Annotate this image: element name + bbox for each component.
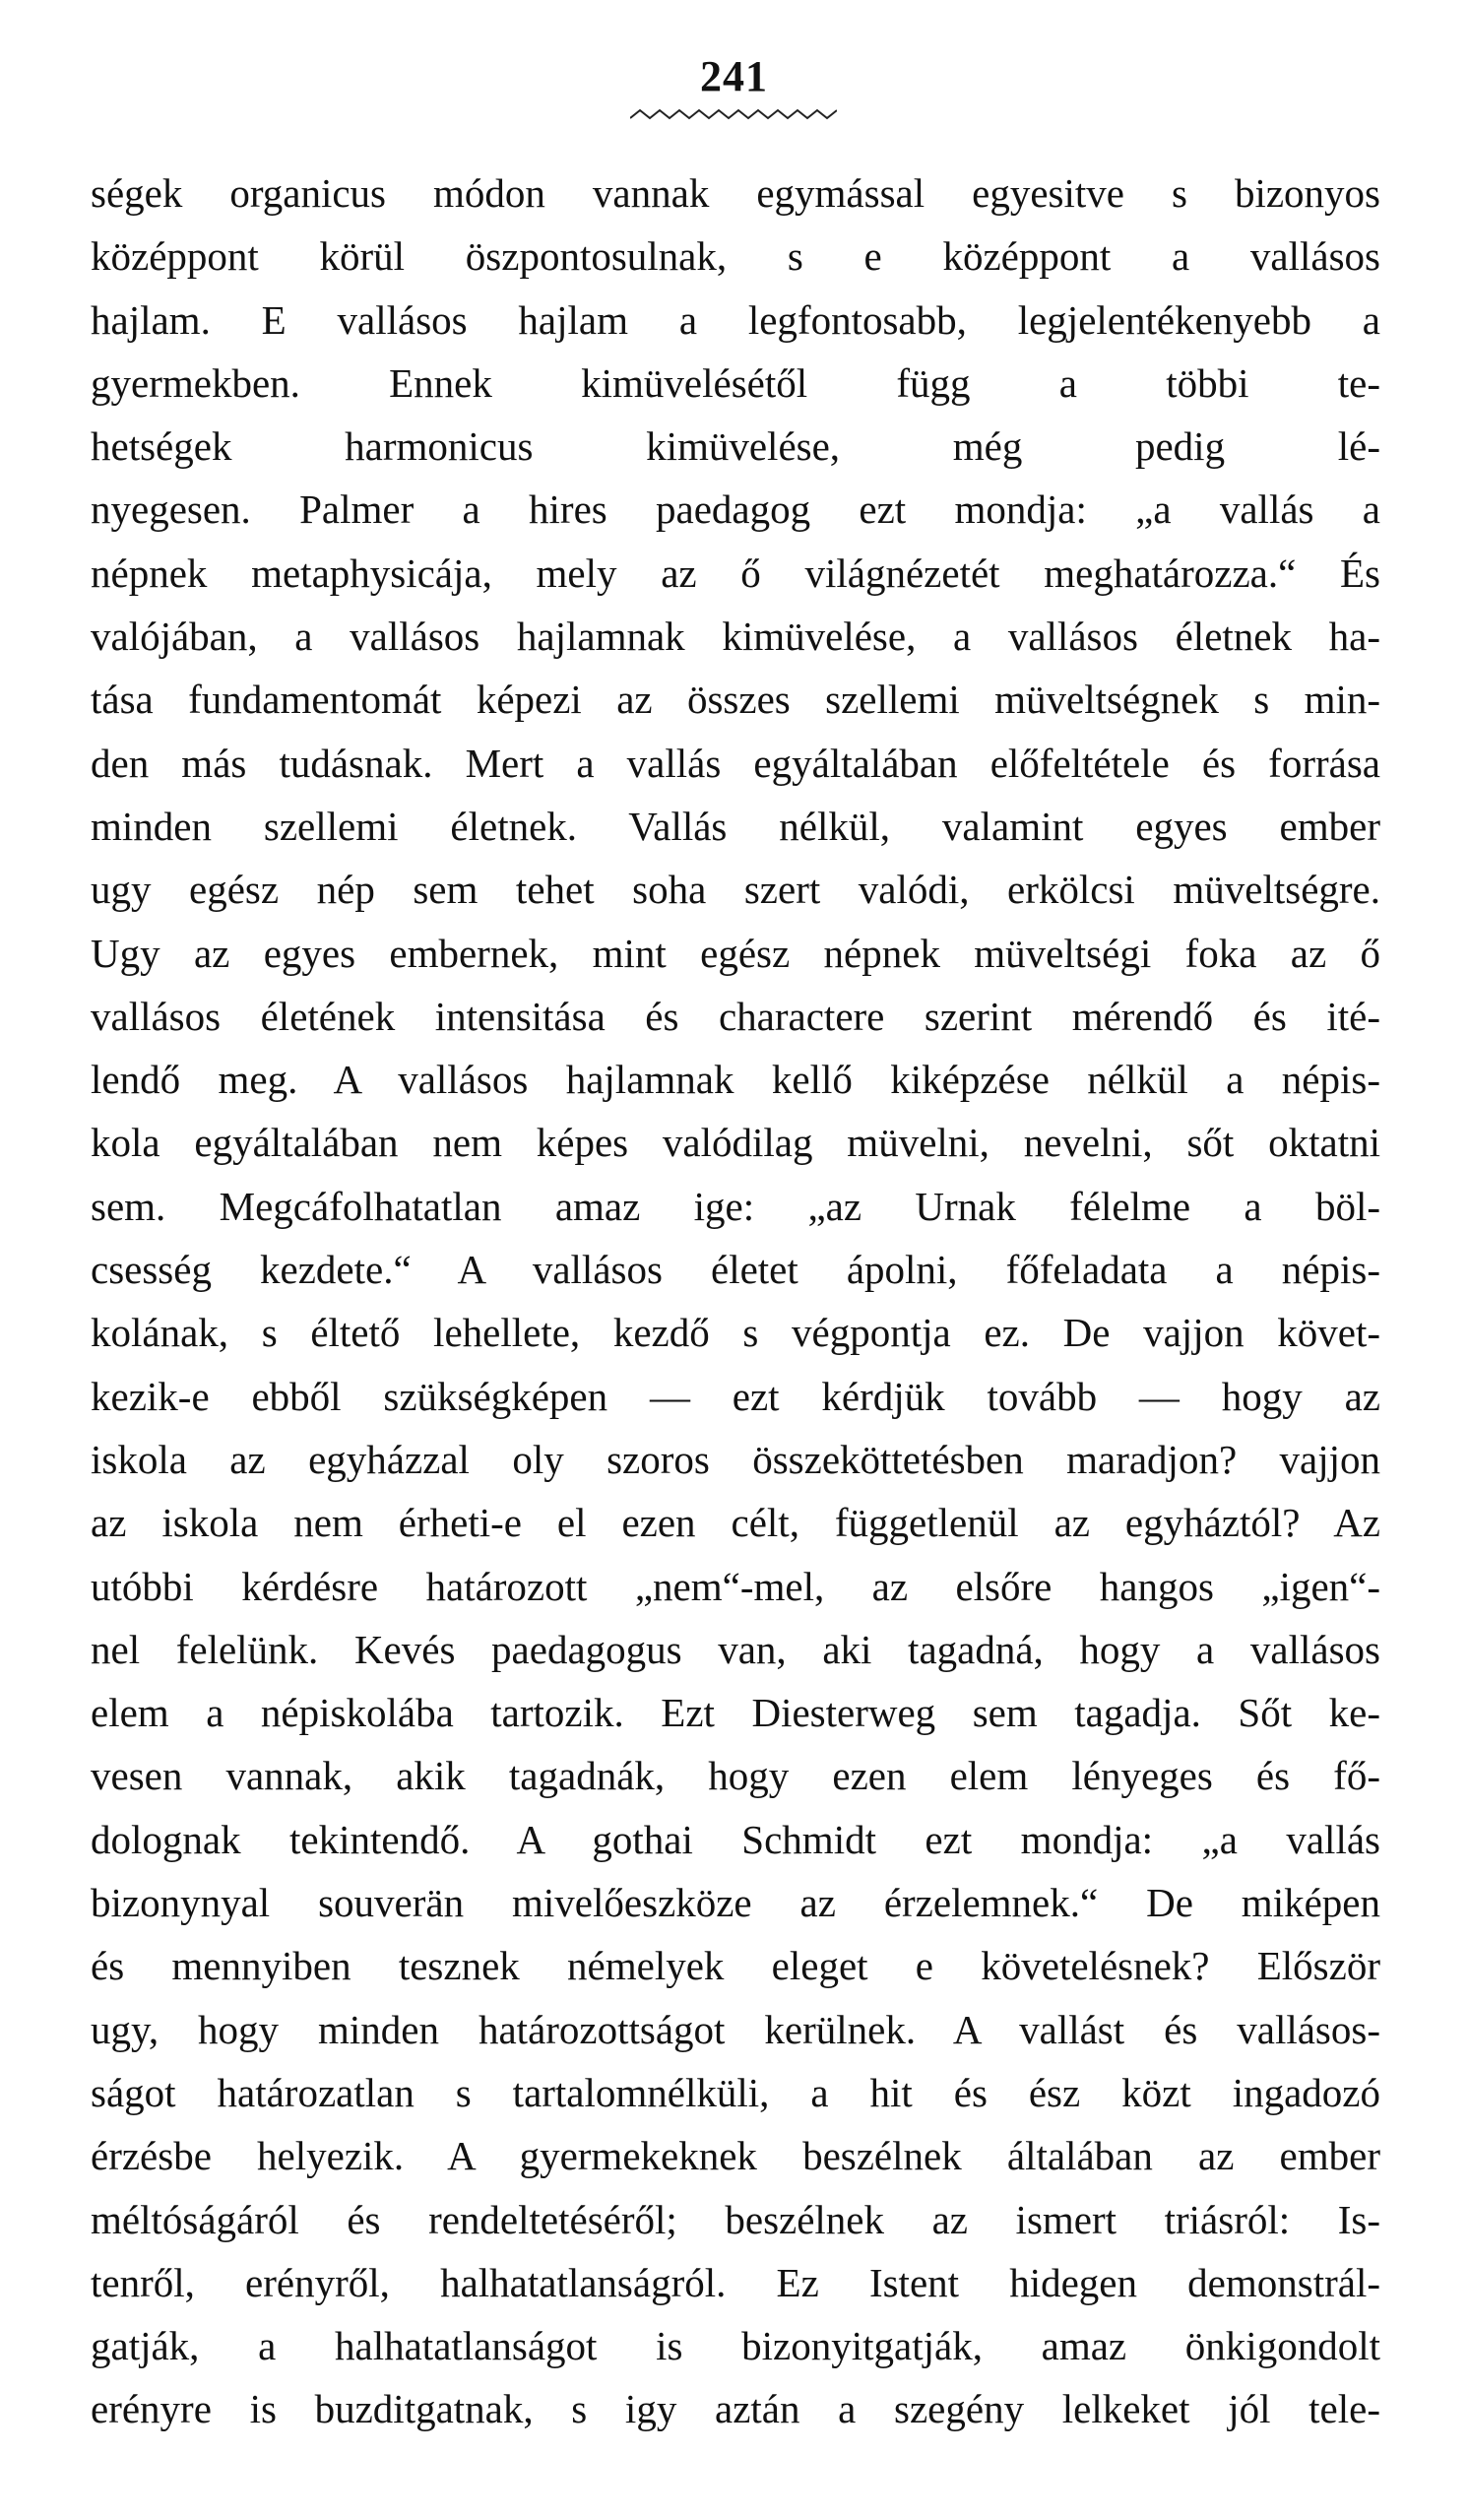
text-line: vesen vannak, akik tagadnák, hogy ezen elem lényeges és fő- xyxy=(91,1753,1380,1799)
text-line: minden szellemi életnek. Vallás nélkül, valamint egyes ember xyxy=(91,803,1380,849)
text-line: csesség kezdete.“ A vallásos életet ápolni, főfeladata a népis- xyxy=(91,1247,1380,1293)
text-line: bizonynyal souverän mivelőeszköze az érzelemnek.“ De miképen xyxy=(91,1880,1380,1926)
text-line: az iskola nem érheti-e el ezen célt, függetlenül az egyháztól? Az xyxy=(91,1500,1380,1546)
text-line: sem. Megcáfolhatatlan amaz ige: „az Urnak félelme a böl- xyxy=(91,1183,1380,1229)
text-line: vallásos életének intensitása és charactere szerint mérendő és ité- xyxy=(91,993,1380,1039)
text-line: valójában, a vallásos hajlamnak kimüvelése, a vallásos életnek ha- xyxy=(91,614,1380,660)
text-line: gatják, a halhatatlanságot is bizonyitgatják, amaz önkigondolt xyxy=(91,2323,1380,2369)
body-text xyxy=(91,162,1380,2441)
text-line: erényre is buzditgatnak, s igy aztán a szegény lelkeket jól tele- xyxy=(91,2386,1380,2432)
text-line: lendő meg. A vallásos hajlamnak kellő kiképzése nélkül a népis- xyxy=(91,1057,1380,1103)
text-line: tása fundamentomát képezi az összes szellemi müveltségnek s min- xyxy=(91,677,1380,723)
text-line: középpont körül öszpontosulnak, s e középpont a vallásos xyxy=(91,233,1380,280)
text-line: hetségek harmonicus kimüvelése, még pedig lé- xyxy=(91,423,1380,470)
page-number: 241 xyxy=(700,52,768,100)
text-line: elem a népiskolába tartozik. Ezt Diesterweg sem tagadja. Sőt ke- xyxy=(91,1690,1380,1736)
text-line: érzésbe helyezik. A gyermekeknek beszélnek általában az ember xyxy=(91,2133,1380,2179)
page-number-ornament xyxy=(630,106,837,126)
text-line: kolának, s éltető lehellete, kezdő s végpontja ez. De vajjon követ- xyxy=(91,1310,1380,1356)
text-line: iskola az egyházzal oly szoros összeköttetésben maradjon? vajjon xyxy=(91,1436,1380,1482)
text-line: népnek metaphysicája, mely az ő világnézetét meghatározza.“ És xyxy=(91,549,1380,596)
text-line: gyermekben. Ennek kimüvelésétől függ a többi te- xyxy=(91,359,1380,406)
text-line: méltóságáról és rendeltetéséről; beszélnek az ismert triásról: Is- xyxy=(91,2196,1380,2242)
text-line: Ugy az egyes embernek, mint egész népnek müveltségi foka az ő xyxy=(91,930,1380,976)
text-line: utóbbi kérdésre határozott „nem“-mel, az elsőre hangos „igen“- xyxy=(91,1563,1380,1609)
text-line: dolognak tekintendő. A gothai Schmidt ezt mondja: „a vallás xyxy=(91,1816,1380,1862)
text-line: den más tudásnak. Mert a vallás egyáltalában előfeltétele és forrása xyxy=(91,740,1380,786)
text-line: ságot határozatlan s tartalomnélküli, a hit és ész közt ingadozó xyxy=(91,2069,1380,2115)
text-line: kola egyáltalában nem képes valódilag müvelni, nevelni, sőt oktatni xyxy=(91,1120,1380,1166)
text-line: ugy, hogy minden határozottságot kerülnek. A vallást és vallásos- xyxy=(91,2006,1380,2052)
text-line: ugy egész nép sem tehet soha szert valódi, erkölcsi müveltségre. xyxy=(91,867,1380,913)
text-line: tenről, erényről, halhatatlanságról. Ez Istent hidegen demonstrál- xyxy=(91,2259,1380,2305)
text-line: kezik-e ebből szükségképen — ezt kérdjük tovább — hogy az xyxy=(91,1373,1380,1419)
text-line: nyegesen. Palmer a hires paedagog ezt mondja: „a vallás a xyxy=(91,486,1380,533)
text-line: ségek organicus módon vannak egymással egyesitve s bizonyos xyxy=(91,170,1380,216)
text-line: nel felelünk. Kevés paedagogus van, aki tagadná, hogy a vallásos xyxy=(91,1626,1380,1672)
text-line: hajlam. E vallásos hajlam a legfontosabb, legjelentékenyebb a xyxy=(91,296,1380,343)
text-line: és mennyiben tesznek némelyek eleget e követelésnek? Először xyxy=(91,1943,1380,1989)
